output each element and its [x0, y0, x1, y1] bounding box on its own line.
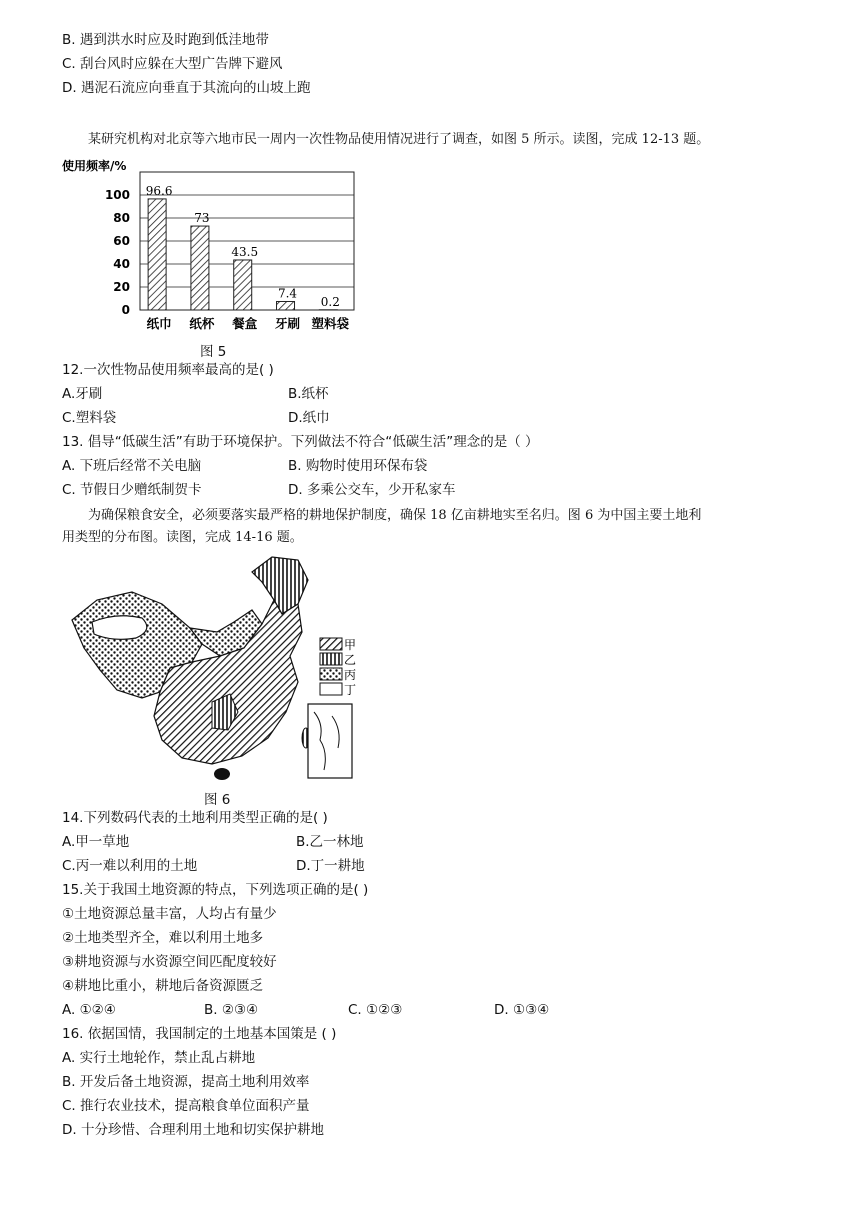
- q13-option-c: C. 节假日少赠纸制贺卡: [62, 482, 202, 498]
- map-legend-swatch-yi: [320, 653, 342, 665]
- chart-category-label-2: 纸杯: [189, 316, 215, 331]
- map-legend-label-yi: 乙: [344, 653, 357, 667]
- chart-bar-3: [234, 260, 252, 310]
- chart-y-tick-label: 20: [113, 280, 130, 294]
- chart-category-label-5: 塑料袋: [311, 316, 350, 331]
- chart-y-tick-label: 40: [113, 257, 130, 271]
- q16-option-c: C. 推行农业技术，提高粮食单位面积产量: [62, 1098, 310, 1114]
- q13-option-b: B. 购物时使用环保布袋: [288, 458, 428, 474]
- map-legend-swatch-bing: [320, 668, 342, 680]
- chart-bar-2: [191, 226, 209, 310]
- chart-value-label-5: 0.2: [320, 294, 340, 309]
- q15-option-d: D. ①③④: [494, 1002, 550, 1018]
- figure5-caption: 图 5: [200, 344, 227, 360]
- chart-ylabel: 使用频率/%: [62, 159, 127, 173]
- q13-option-a: A. 下班后经常不关电脑: [62, 458, 202, 474]
- chart-value-label-2: 73: [194, 211, 210, 226]
- chart-y-tick-label: 0: [121, 303, 130, 317]
- q12-option-c: C.塑料袋: [62, 410, 117, 426]
- q14-option-c: C.丙一难以利用的土地: [62, 858, 198, 874]
- chart-category-label-4: 牙刷: [275, 316, 301, 331]
- map-region-yi: [252, 557, 308, 614]
- chart-category-labels: [147, 316, 350, 331]
- chart-value-label-1: 96.6: [145, 183, 173, 198]
- q15-statement-2: ②土地类型齐全，难以利用土地多: [62, 930, 264, 946]
- intro-12-13: 某研究机构对北京等六地市民一周内一次性物品使用情况进行了调查，如图 5 所示。读图，完成 12-13 题。: [88, 132, 710, 147]
- q14-stem: 14.下列数码代表的土地利用类型正确的是( ): [62, 810, 328, 826]
- q15-stem: 15.关于我国土地资源的特点，下列选项正确的是( ): [62, 882, 369, 898]
- q15-option-c: C. ①②③: [348, 1002, 403, 1018]
- chart-y-tick-label: 100: [104, 188, 130, 202]
- q12-option-b: B.纸杯: [288, 386, 329, 402]
- q15-option-a: A. ①②④: [62, 1002, 116, 1018]
- intro-14-16-line2: 用类型的分布图。读图，完成 14-16 题。: [62, 530, 303, 545]
- q15-statement-4: ④耕地比重小，耕地后备资源匮乏: [62, 978, 264, 994]
- chart-category-label-1: 纸巾: [146, 316, 172, 331]
- q16-option-a: A. 实行土地轮作，禁止乱占耕地: [62, 1050, 256, 1066]
- figure6-caption: 图 6: [204, 792, 231, 808]
- q15-statement-3: ③耕地资源与水资源空间匹配度较好: [62, 954, 277, 970]
- map-island-hainan: [214, 768, 230, 780]
- q12-option-d: D.纸巾: [288, 410, 330, 426]
- q13-stem: 13. 倡导“低碳生活”有助于环境保护。下列做法不符合“低碳生活”理念的是（ ）: [62, 434, 539, 450]
- q12-option-a: A.牙刷: [62, 386, 103, 402]
- chart-y-tick-label: 60: [113, 234, 130, 248]
- q14-option-b: B.乙一林地: [296, 834, 364, 850]
- chart-y-ticks: [105, 188, 130, 317]
- intro-14-16-line1: 为确保粮食安全，必须要落实最严格的耕地保护制度，确保 18 亿亩耕地实至名归。图 6 为中国主要土地利: [88, 508, 702, 523]
- chart-value-label-3: 43.5: [231, 244, 259, 259]
- q11-option-b: B. 遇到洪水时应及时跑到低洼地带: [62, 32, 269, 48]
- chart-value-label-4: 7.4: [277, 286, 298, 301]
- map-legend: [320, 638, 356, 697]
- q15-statement-1: ①土地资源总量丰富，人均占有量少: [62, 906, 277, 922]
- chart-bar-1: [148, 199, 166, 310]
- q11-option-c: C. 刮台风时应躲在大型广告牌下避风: [62, 56, 283, 72]
- q16-option-b: B. 开发后备土地资源，提高土地利用效率: [62, 1074, 310, 1090]
- map-legend-swatch-jia: [320, 638, 342, 650]
- chart-y-tick-label: 80: [113, 211, 130, 225]
- map-legend-label-bing: 丙: [344, 668, 357, 682]
- q14-option-d: D.丁一耕地: [296, 858, 365, 874]
- chart-bar-4: [277, 301, 295, 310]
- map-legend-label-jia: 甲: [344, 638, 357, 652]
- map-legend-swatch-ding: [320, 683, 342, 695]
- q13-option-d: D. 多乘公交车，少开私家车: [288, 482, 456, 498]
- q14-option-a: A.甲一草地: [62, 834, 130, 850]
- figure6-land-use-map: [62, 552, 362, 787]
- q16-stem: 16. 依据国情，我国制定的土地基本国策是 ( ): [62, 1026, 337, 1042]
- q15-option-b: B. ②③④: [204, 1002, 259, 1018]
- map-south-sea-inset: [308, 704, 352, 778]
- q11-option-d: D. 遇泥石流应向垂直于其流向的山坡上跑: [62, 80, 311, 96]
- map-legend-label-ding: 丁: [344, 683, 357, 697]
- figure5-bar-chart: [62, 158, 362, 338]
- q12-stem: 12.一次性物品使用频率最高的是( ): [62, 362, 274, 378]
- q16-option-d: D. 十分珍惜、合理利用土地和切实保护耕地: [62, 1122, 324, 1138]
- map-region-ding: [92, 616, 147, 640]
- chart-category-label-3: 餐盒: [232, 316, 258, 331]
